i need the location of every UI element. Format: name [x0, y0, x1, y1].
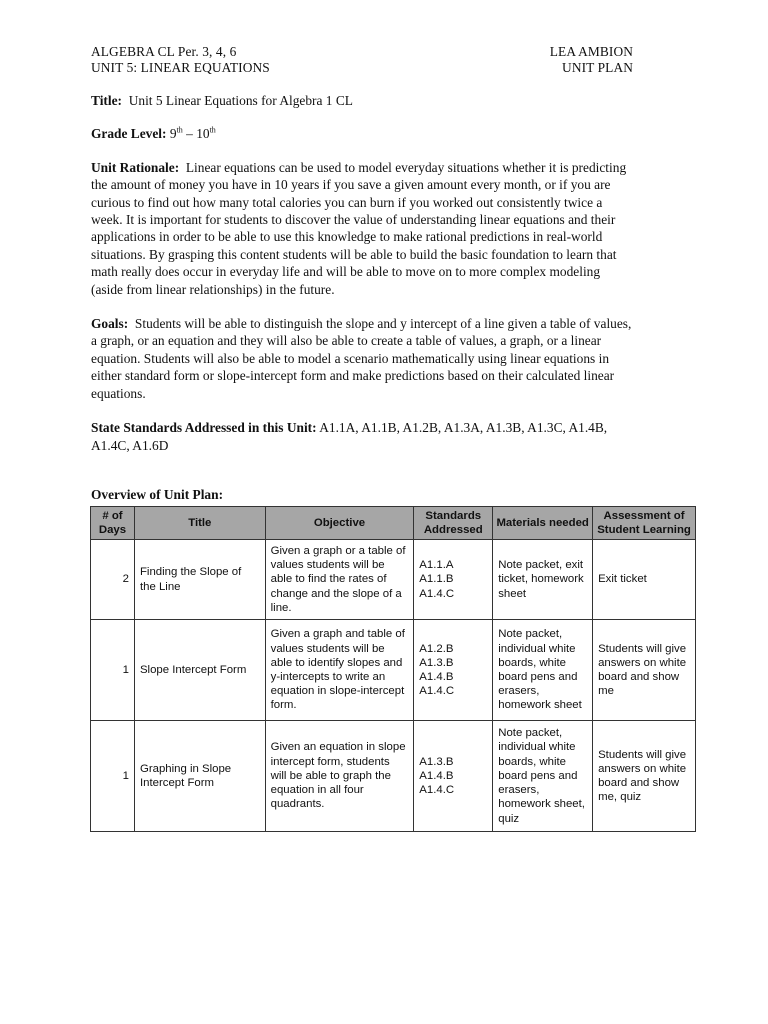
col-materials-header: Materials needed — [493, 507, 593, 540]
col-title-header: Title — [134, 507, 265, 540]
table-header-row — [91, 507, 696, 540]
title-cell: Finding the Slope of the Line — [134, 540, 265, 620]
days-cell: 2 — [91, 540, 135, 620]
assessment-cell: Students will give answers on white board and show me — [593, 620, 696, 721]
standards-cell: A1.2.B A1.3.B A1.4.B A1.4.C — [414, 620, 493, 721]
table-row — [91, 721, 696, 832]
grade-line — [91, 125, 633, 142]
grade-from: 9 — [169, 126, 177, 142]
title-line — [91, 92, 633, 109]
col-days-header: # of Days — [91, 507, 135, 540]
objective-cell: Given a graph and table of values students will be able to identify slopes and y-intercepts to write an equation in slope-intercept form. — [265, 620, 414, 721]
days-cell: 1 — [91, 721, 135, 832]
assessment-cell: Exit ticket — [593, 540, 696, 620]
goals-paragraph — [91, 315, 633, 402]
doc-type-label: UNIT PLAN — [562, 60, 633, 75]
header-row-2 — [91, 60, 633, 76]
objective-cell: Given an equation in slope intercept form, students will be able to graph the equation in all four quadrants. — [265, 721, 414, 832]
col-objective-header: Objective — [265, 507, 414, 540]
overview-heading: Overview of Unit Plan: — [91, 486, 224, 502]
grade-to: 10 — [196, 126, 210, 142]
author-name: LEA AMBION — [549, 44, 633, 59]
table-row — [91, 540, 696, 620]
title-cell: Graphing in Slope Intercept Form — [134, 721, 265, 832]
title-value: Unit 5 Linear Equations for Algebra 1 CL — [128, 93, 353, 108]
standards-label: State Standards Addressed in this Unit: — [91, 420, 317, 436]
goals-label: Goals: — [91, 316, 129, 332]
rationale-text: Linear equations can be used to model everyday situations whether it is predicting the amount of money you have in 10 years if you save a given amount every month, or if you are curious to find out how many total calories you can burn if you worked out consistently twice a week. It is important for students to discover the value of understanding linear equations and their applications in order to be able to use this knowledge to make rational predictions in real-world situations. By grasping this content students will be able to build the basic foundation to learn that math really does occur in everyday life and will be able to move on to more complex modeling (aside from linear relationships) in the future. — [91, 159, 627, 297]
assessment-cell: Students will give answers on white board and show me, quiz — [593, 721, 696, 832]
grade-dash: – — [182, 126, 197, 142]
title-label: Title: — [91, 93, 122, 108]
materials-cell: Note packet, individual white boards, white board pens and erasers, homework sheet — [493, 620, 593, 721]
table-row — [91, 620, 696, 721]
materials-cell: Note packet, individual white boards, white board pens and erasers, homework sheet, quiz — [493, 721, 593, 832]
document-body — [91, 44, 633, 503]
rationale-paragraph — [91, 159, 633, 298]
grade-to-sup: th — [209, 125, 216, 135]
rationale-label: Unit Rationale: — [91, 159, 180, 175]
col-assessment-header: Assessment of Student Learning — [593, 507, 696, 540]
goals-text: Students will be able to distinguish the slope and y intercept of a line given a table of values, a graph, or an equation and they will also be able to create a table of values, a graph, or a linear equation. Students will also be able to model a scenario mathematically using linear equations in either standard form or slope-intercept form and make predictions based on their calculated linear equations. — [91, 316, 632, 401]
standards-cell: A1.1.A A1.1.B A1.4.C — [414, 540, 493, 620]
course-label: ALGEBRA CL Per. 3, 4, 6 — [91, 44, 237, 59]
standards-text: A1.1A, A1.1B, A1.2B, A1.3A, A1.3B, A1.3C, A1.4B, A1.4C, A1.6D — [91, 420, 608, 453]
standards-cell: A1.3.B A1.4.B A1.4.C — [414, 721, 493, 832]
standards-paragraph — [91, 419, 633, 454]
header-row-1 — [91, 44, 633, 60]
objective-cell: Given a graph or a table of values students will be able to find the rates of change and the slope of a line. — [265, 540, 414, 620]
unit-overview-table — [90, 506, 696, 832]
col-standards-header: Standards Addressed — [414, 507, 493, 540]
grade-from-sup: th — [176, 125, 183, 135]
title-cell: Slope Intercept Form — [134, 620, 265, 721]
days-cell: 1 — [91, 620, 135, 721]
grade-label: Grade Level: — [91, 126, 167, 142]
materials-cell: Note packet, exit ticket, homework sheet — [493, 540, 593, 620]
unit-label: UNIT 5: LINEAR EQUATIONS — [91, 60, 270, 75]
